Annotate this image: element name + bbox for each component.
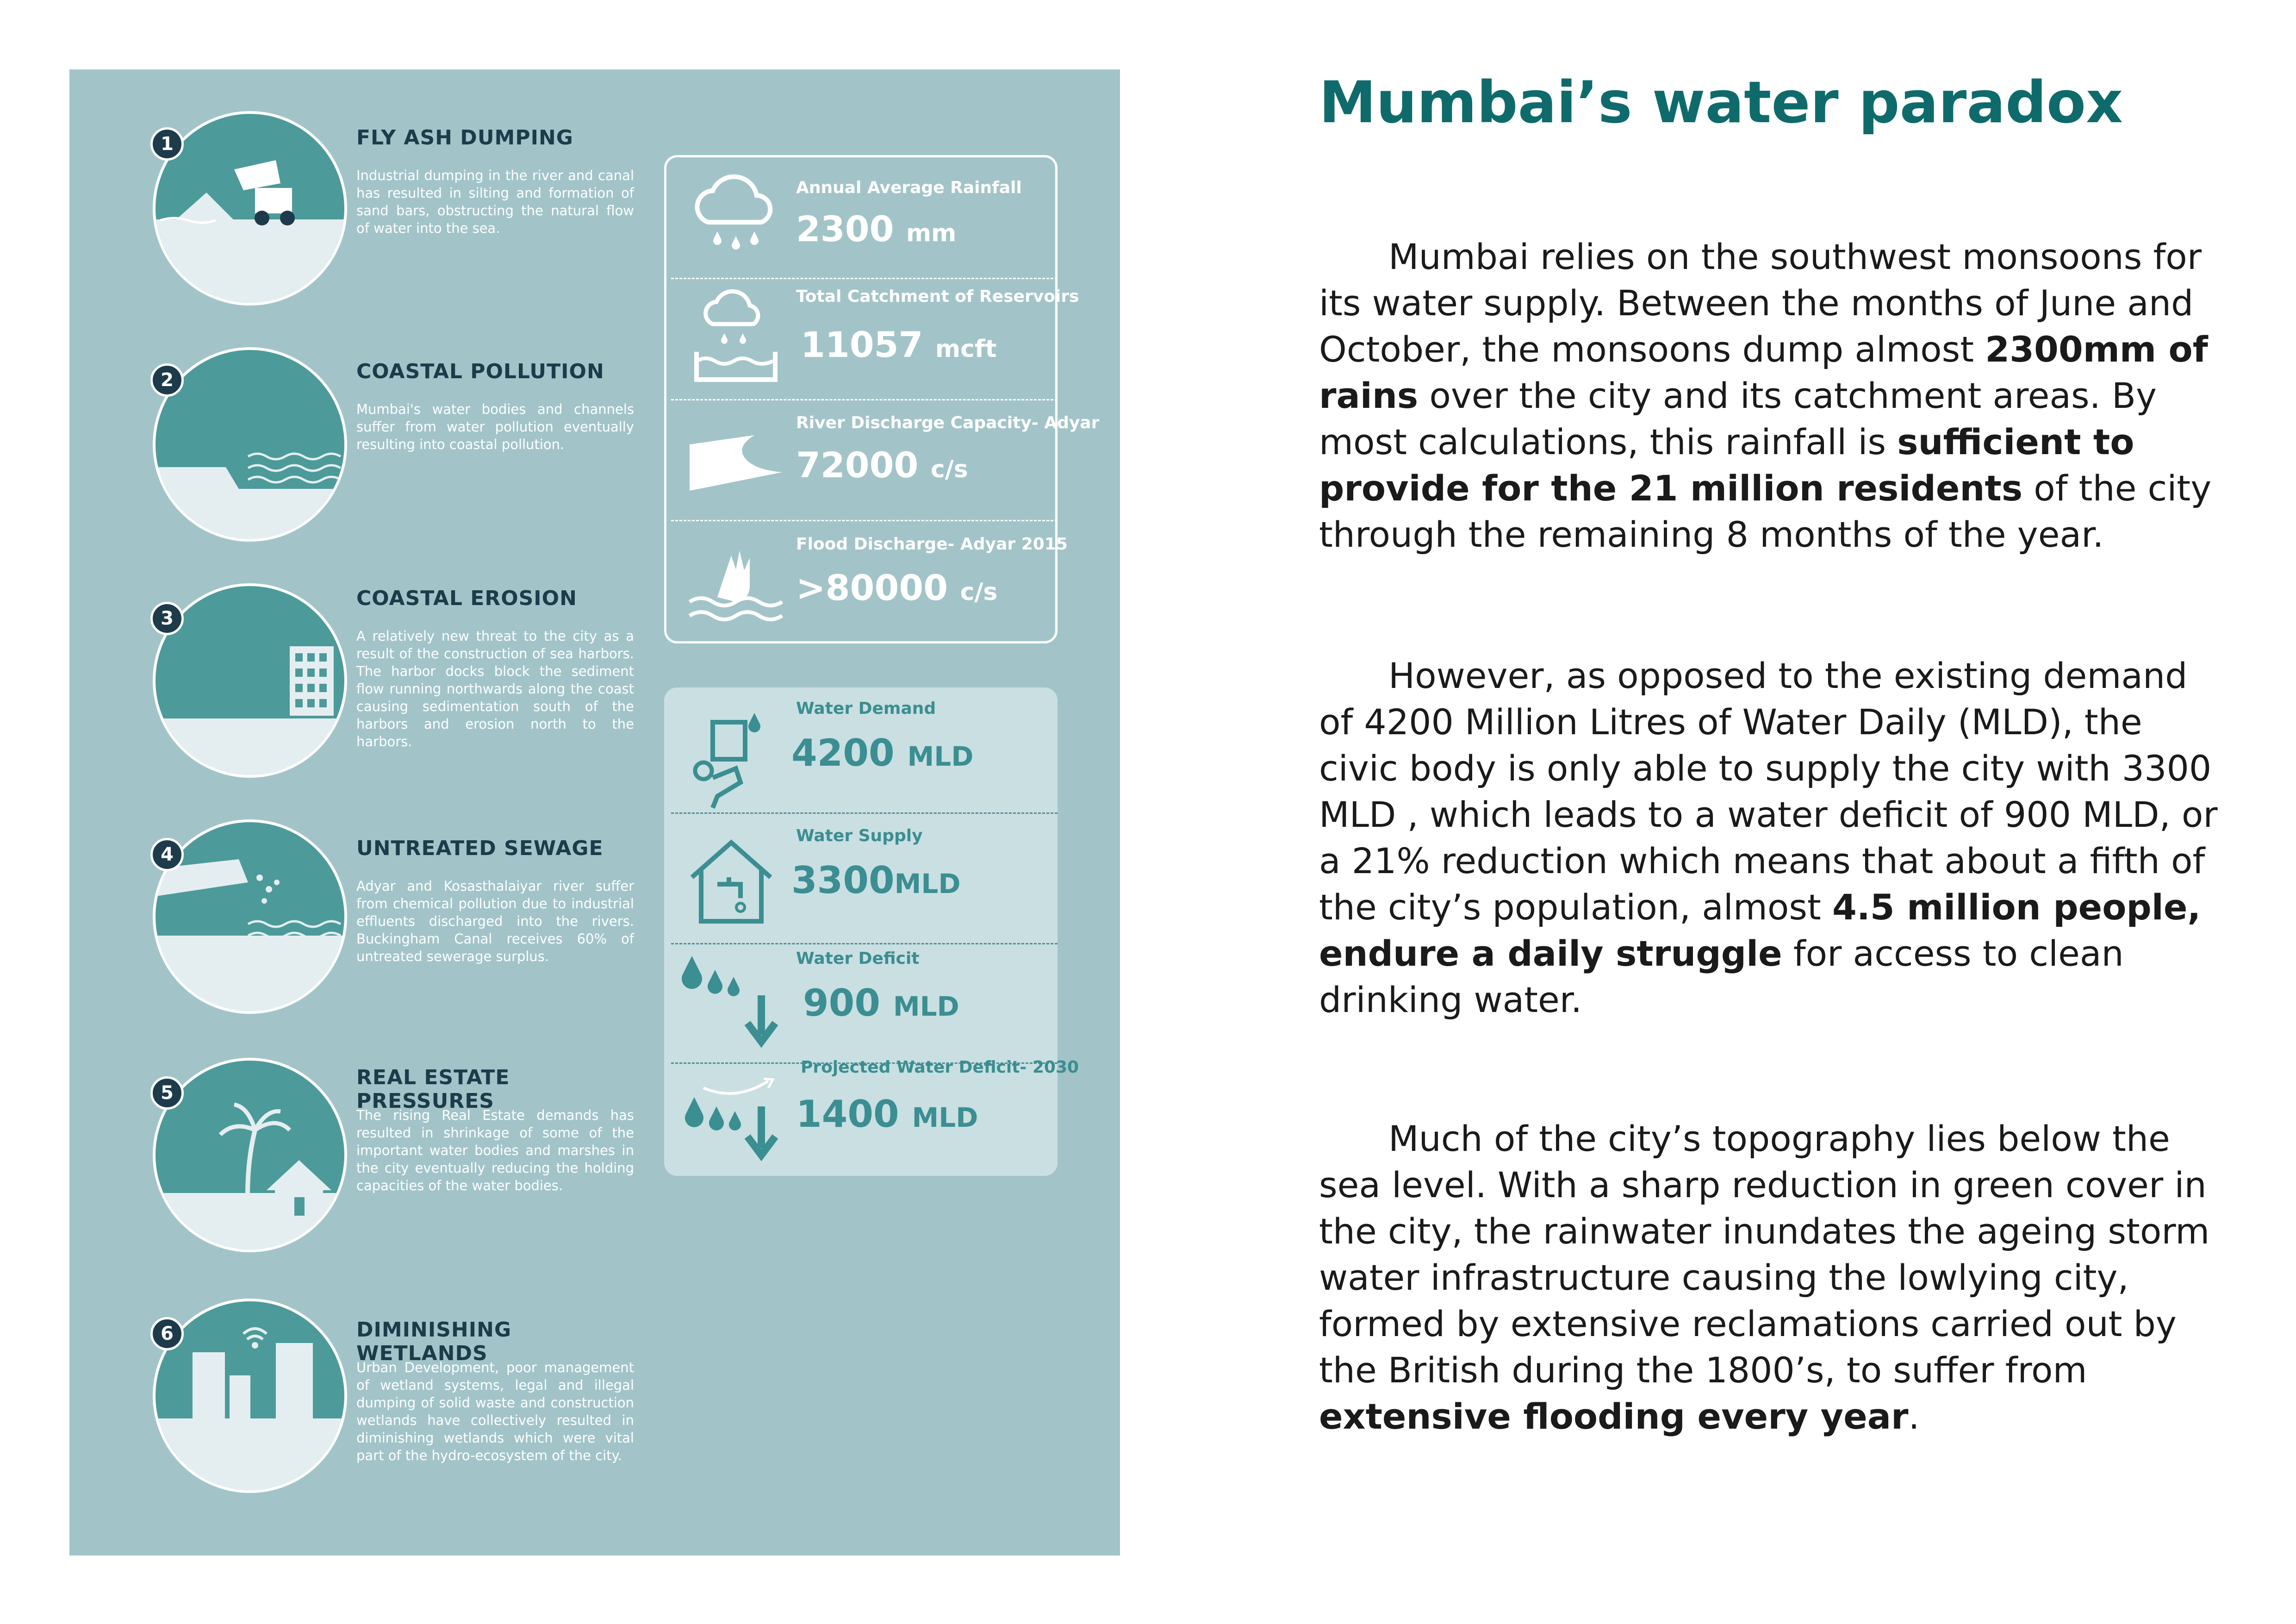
issue-title: FLY ASH DUMPING xyxy=(356,126,573,150)
reservoir-icon xyxy=(690,287,782,389)
paragraph-monsoon: Mumbai relies on the southwest monsoons for its water supply. Between the months of June and October, the monsoons dump almost 2300mm of rains over the city and its catchment areas. By most calculations, this rainfall is sufficient to provide for the 21 million residents of the city through the remaining 8 months of the year. xyxy=(1319,236,2212,555)
harbor-building-icon xyxy=(156,586,347,778)
issue-number-badge: 4 xyxy=(150,838,184,871)
stat-value: 11057 mcft xyxy=(801,324,997,365)
stat-label: River Discharge Capacity- Adyar xyxy=(796,413,1100,432)
stat-value: 72000 c/s xyxy=(796,444,968,486)
stat-label: Annual Average Rainfall xyxy=(796,178,1022,197)
drops-trend-arrow-icon xyxy=(676,1074,787,1167)
divider xyxy=(671,399,1058,400)
issue-title: COASTAL EROSION xyxy=(356,587,577,610)
issue-title: REAL ESTATE PRESSURES xyxy=(356,1066,510,1113)
water-label: Water Demand xyxy=(796,699,936,718)
divider xyxy=(671,520,1058,521)
water-label: Water Supply xyxy=(796,826,923,845)
palm-house-icon xyxy=(156,1061,347,1252)
paragraph-deficit: However, as opposed to the existing demand of 4200 Million Litres of Water Daily (MLD), the civic body is only able to supply the city with 3300 MLD , which leads to a water deficit of 900 MLD, or a 21% reduction which means that about a fifth of the city’s population, almost 4.5 million people, endure a daily struggle for access to clean drinking water. xyxy=(1319,655,2218,1020)
page-title: Mumbai’s water paradox xyxy=(1319,69,2123,136)
issue-text: Adyar and Kosasthalaiyar river suffer from chemical pollution due to industrial effluents discharged into the rivers. Buckingham Canal receives 60% of untreated sewerage surplus. xyxy=(356,878,634,964)
water-label: Projected Water Deficit- 2030 xyxy=(801,1058,1079,1077)
issue-text: A relatively new threat to the city as a result of the construction of sea harbors. The harbor docks block the sediment flow running northwards along the coast causing sedimentation south of the harbors and erosion north to the harbors. xyxy=(356,628,634,750)
issue-text: Urban Development, poor management of wetland systems, legal and illegal dumping of solid waste and construction wetlands have collectively resulted in diminishing wetlands which were vital part of the hydro-ecosystem of the city. xyxy=(356,1360,634,1463)
person-tap-icon xyxy=(685,704,778,810)
issue-number-badge: 5 xyxy=(150,1076,184,1110)
drops-down-arrow-icon xyxy=(676,949,787,1060)
issue-number-badge: 6 xyxy=(150,1317,184,1350)
polluted-waves-icon xyxy=(156,350,347,542)
divider xyxy=(671,278,1058,279)
stat-value: >80000 c/s xyxy=(796,567,998,608)
water-value: 900 MLD xyxy=(803,981,959,1024)
river-icon xyxy=(685,426,787,500)
issue-title: DIMINISHING WETLANDS xyxy=(356,1318,512,1365)
paragraph-flooding: Much of the city’s topography lies below the sea level. With a sharp reduction in green cover in the city, the rainwater inundates the ageing storm water infrastructure causing the lowlying city, formed by extensive reclamations carried out by the British during the 1800’s, to suffer from extensive flooding every year. xyxy=(1319,1118,2210,1437)
issue-title: UNTREATED SEWAGE xyxy=(356,837,604,860)
issue-title: COASTAL POLLUTION xyxy=(356,360,604,383)
drowning-hand-icon xyxy=(685,542,787,630)
issue-text: Industrial dumping in the river and canal has resulted in silting and formation of sand bars, obstructing the natural flow of water into the sea. xyxy=(356,168,634,236)
house-tap-icon xyxy=(685,833,778,931)
water-value: 1400 MLD xyxy=(796,1093,978,1136)
water-value: 4200 MLD xyxy=(791,731,974,775)
issue-number-badge: 1 xyxy=(150,127,184,161)
stat-label: Total Catchment of Reservoirs xyxy=(796,287,1079,306)
stat-value: 2300 mm xyxy=(796,208,957,250)
issue-text: Mumbai's water bodies and channels suffer from water pollution eventually resulting into coastal pollution. xyxy=(356,401,634,452)
issue-text: The rising Real Estate demands has resulted in shrinkage of some of the important water bodies and marshes in the city eventually reducing the holding capacities of the water bodies. xyxy=(356,1107,634,1193)
issue-number-badge: 3 xyxy=(150,602,184,635)
issue-number-badge: 2 xyxy=(150,363,184,397)
water-label: Water Deficit xyxy=(796,949,920,968)
dump-truck-icon xyxy=(156,114,347,306)
city-wifi-icon xyxy=(156,1301,347,1493)
divider xyxy=(671,812,1058,814)
stat-label: Flood Discharge- Adyar 2015 xyxy=(796,535,1068,554)
rain-cloud-icon xyxy=(690,171,782,259)
divider xyxy=(671,943,1058,944)
sewage-pipe-icon xyxy=(156,822,347,1014)
water-value: 3300MLD xyxy=(791,859,961,902)
